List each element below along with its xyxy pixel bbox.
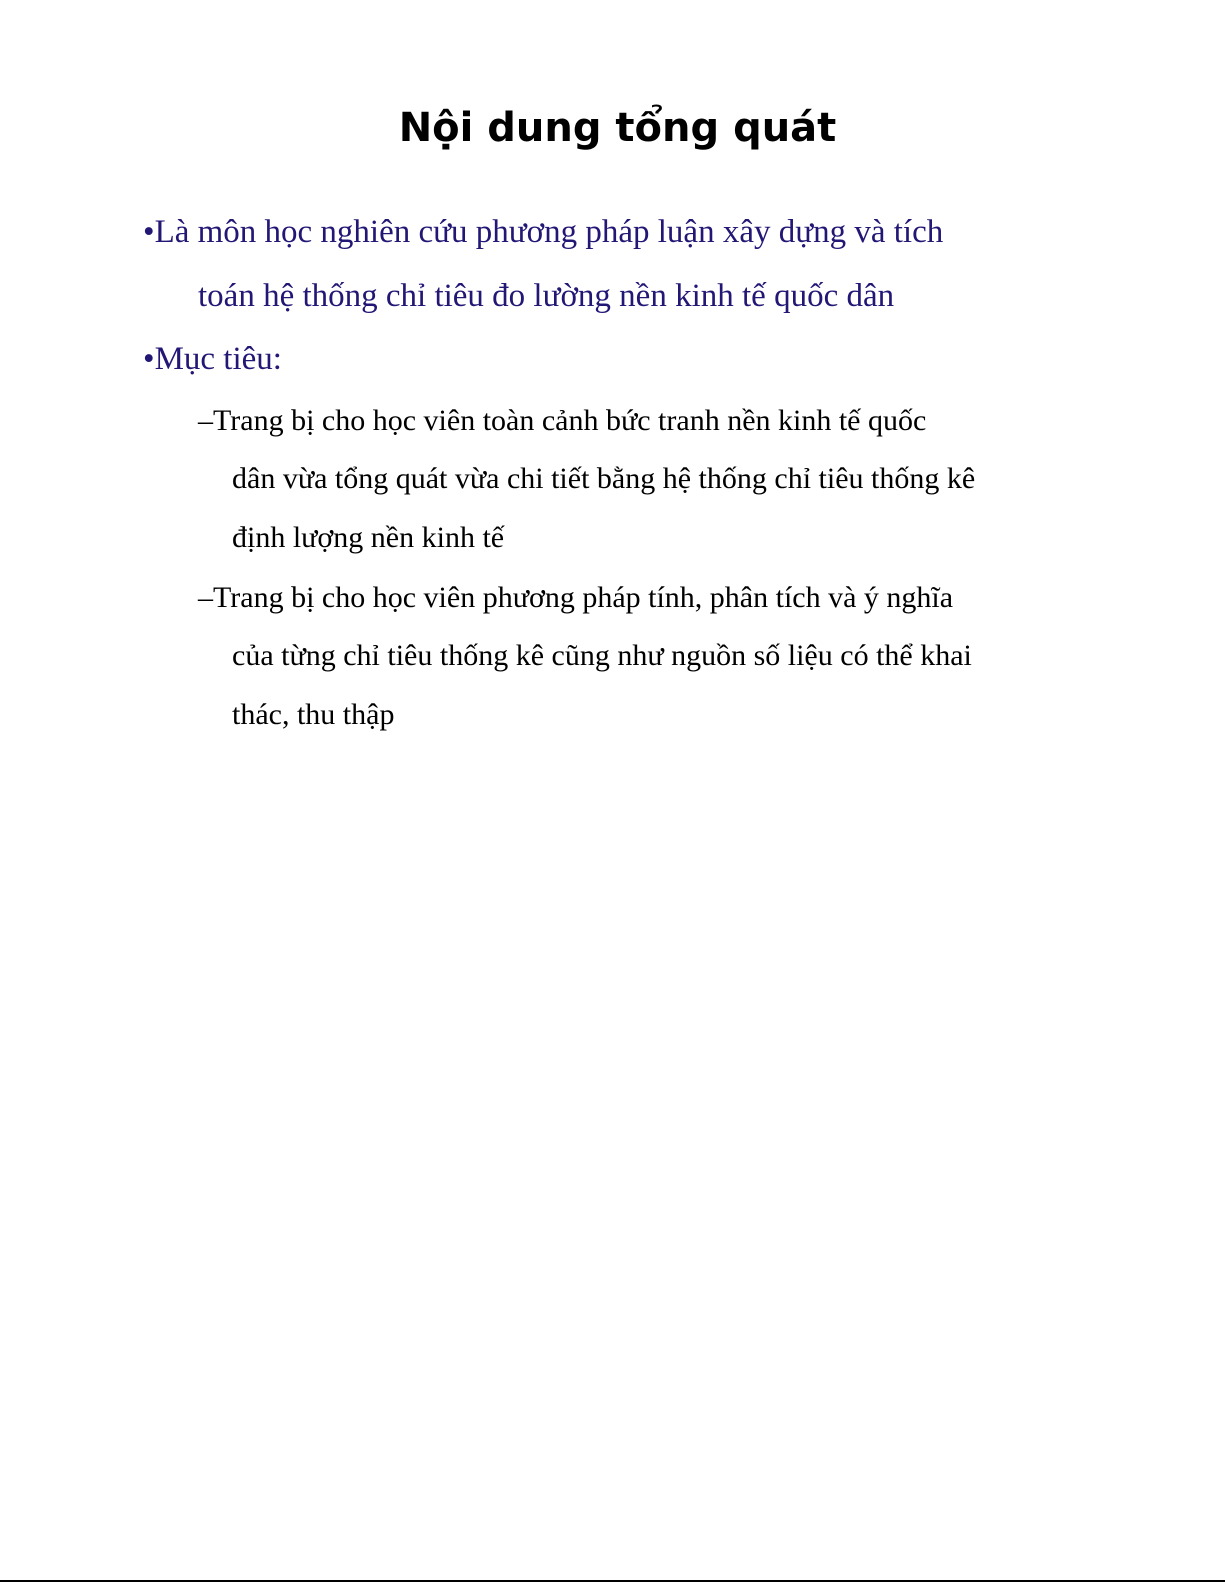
bullet-1-line-1: [143, 212, 943, 252]
sub-bullet-1-text-line-3: định lượng nền kinh tế: [232, 521, 505, 554]
bottom-divider: [0, 1580, 1225, 1582]
sub-bullet-2-text-line-2: của từng chỉ tiêu thống kê cũng như nguồn số liệu có thể khai: [232, 639, 972, 672]
sub-bullet-1-line-3: [232, 519, 504, 557]
sub-bullet-2-line-3: [232, 696, 394, 734]
sub-bullet-marker: –: [198, 404, 213, 437]
sub-bullet-1-line-1: [198, 402, 926, 440]
bullet-1-text-line-2: toán hệ thống chỉ tiêu đo lường nền kinh tế quốc dân: [198, 278, 895, 314]
bullet-marker: •: [143, 341, 155, 377]
sub-bullet-2-line-2: [232, 637, 972, 675]
sub-bullet-1-text-line-1: Trang bị cho học viên toàn cảnh bức tranh nền kinh tế quốc: [213, 404, 927, 437]
sub-bullet-marker: –: [198, 581, 213, 614]
bullet-2-text-line-1: Mục tiêu:: [154, 341, 282, 377]
sub-bullet-2-text-line-1: Trang bị cho học viên phương pháp tính, phân tích và ý nghĩa: [213, 581, 954, 614]
page-title: Nội dung tổng quát: [398, 105, 837, 151]
bullet-1-text-line-1: Là môn học nghiên cứu phương pháp luận xây dựng và tích: [154, 214, 944, 250]
sub-bullet-2-line-1: [198, 579, 953, 617]
bullet-marker: •: [143, 214, 155, 250]
sub-bullet-1-line-2: [232, 460, 975, 498]
bullet-2-line-1: [143, 339, 282, 379]
sub-bullet-2-text-line-3: thác, thu thập: [232, 698, 395, 731]
sub-bullet-1-text-line-2: dân vừa tổng quát vừa chi tiết bằng hệ thống chỉ tiêu thống kê: [232, 462, 976, 495]
bullet-1-line-2: [198, 276, 894, 316]
